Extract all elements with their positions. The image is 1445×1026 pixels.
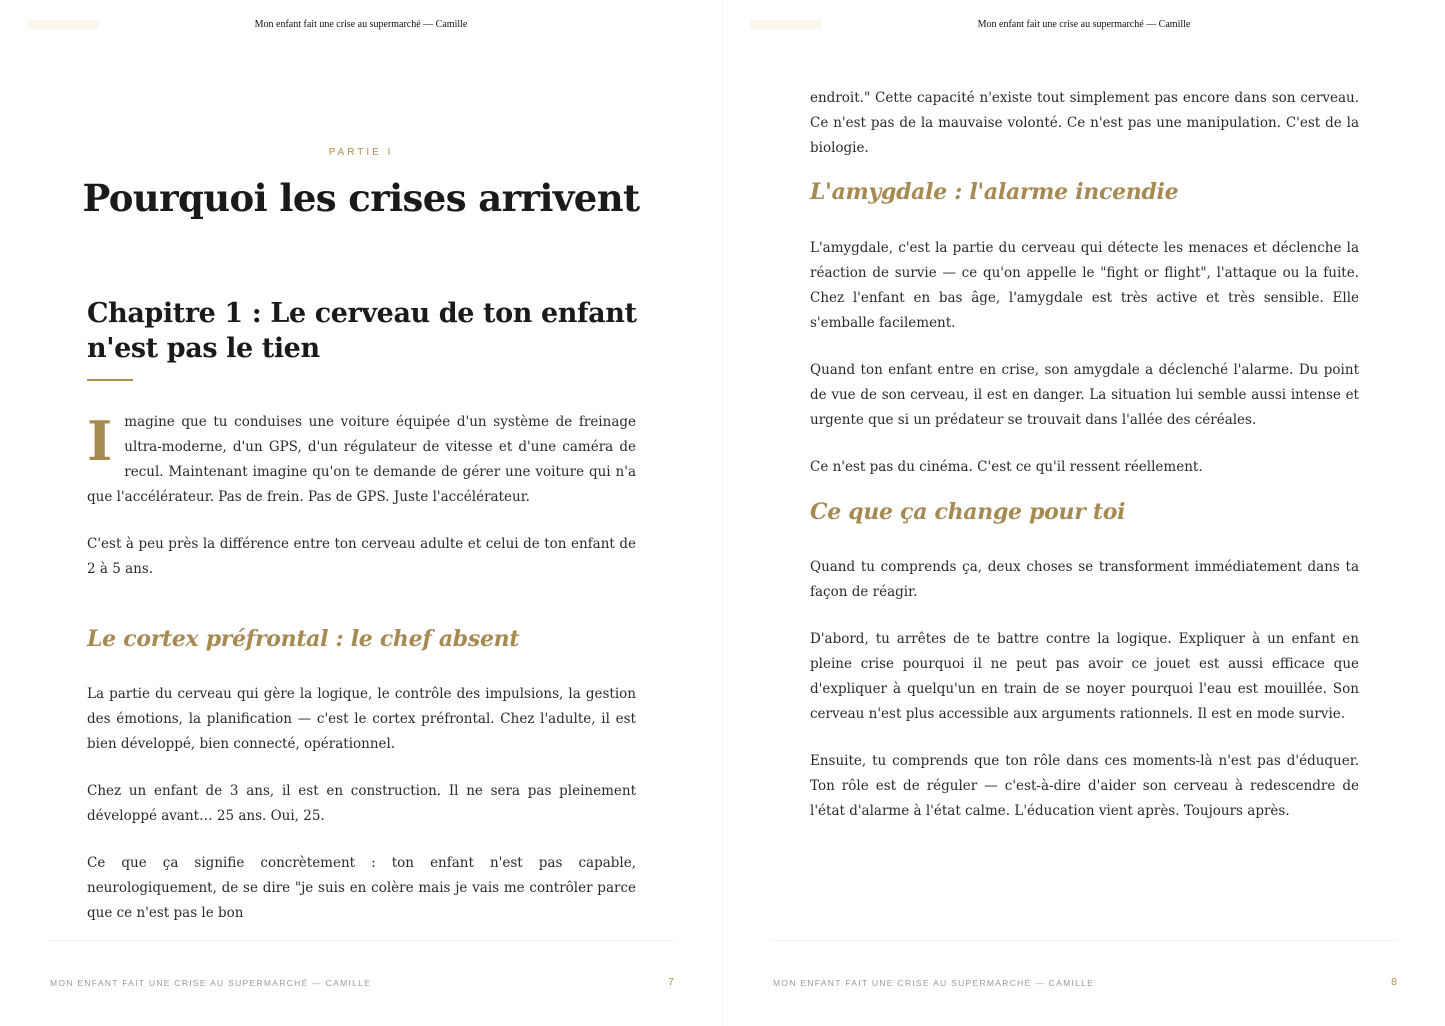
footer-title: MON ENFANT FAIT UNE CRISE AU SUPERMARCHÉ — CAMILLE: [773, 978, 1095, 988]
part-label: PARTIE I: [328, 147, 394, 158]
chapter-title: Chapitre 1 : Le cerveau de ton enfant n'est pas le tien: [87, 298, 637, 364]
paragraph: Ce que ça signifie concrètement : ton enfant n'est pas capable, neurologiquement, de se dire "je suis en colère mais je vais me contrôler parce que ce n'est pas le bon: [87, 855, 636, 921]
intro-text: [87, 410, 636, 604]
page-number: 8: [1391, 976, 1397, 988]
right-page: [723, 0, 1445, 1026]
intro-paragraph-text: magine que tu conduises une voiture équipée d'un système de freinage ultra-moderne, d'un GPS, d'un régulateur de vitesse et d'une caméra de recul. Maintenant imagine qu'on te demande de gérer une voiture qui n'a que l'accélérateur. Pas de frein. Pas de GPS. Juste l'accélérateur.: [87, 414, 636, 505]
section-heading: Le cortex préfrontal : le chef absent: [87, 626, 520, 652]
intro-paragraph: [87, 410, 636, 510]
page-number: 7: [668, 976, 674, 988]
footer-divider: [771, 940, 1397, 941]
section-text: [87, 682, 636, 948]
paragraph: endroit." Cette capacité n'existe tout simplement pas encore dans son cerveau. Ce n'est pas de la mauvaise volonté. Ce n'est pas une manipulation. C'est de la biologie.: [810, 90, 1359, 156]
paragraph: C'est à peu près la différence entre ton cerveau adulte et celui de ton enfant de 2 à 5 ans.: [87, 536, 636, 577]
left-page: [0, 0, 722, 1026]
footer-title: MON ENFANT FAIT UNE CRISE AU SUPERMARCHÉ — CAMILLE: [50, 978, 372, 988]
paragraph: Quand tu comprends ça, deux choses se transforment immédiatement dans ta façon de réagir.: [810, 559, 1359, 600]
continuation-text: [810, 86, 1359, 183]
paragraph: Ce n'est pas du cinéma. C'est ce qu'il ressent réellement.: [810, 459, 1203, 475]
drop-cap: I: [87, 409, 113, 473]
paragraph: La partie du cerveau qui gère la logique, le contrôle des impulsions, la gestion des émotions, la planification — c'est le cortex préfrontal. Chez l'adulte, il est bien développé, bien connecté, opérationnel.: [87, 686, 636, 752]
section-heading: L'amygdale : l'alarme incendie: [810, 179, 1179, 205]
section-text: [810, 555, 1359, 846]
running-head: Mon enfant fait une crise au supermarché — Camille: [254, 19, 468, 30]
paragraph: L'amygdale, c'est la partie du cerveau qui détecte les menaces et déclenche la réaction de survie — ce qu'on appelle le "fight or flight", l'attaque ou la fuite. Chez l'enfant en bas âge, l'amygdale est très active et très sensible. Elle s'emballe facilement.: [810, 240, 1359, 331]
paragraph: Ensuite, tu comprends que ton rôle dans ces moments-là n'est pas d'éduquer. Ton rôle est de réguler — c'est-à-dire d'aider son cerveau à redescendre de l'état d'alarme à l'état calme. L'éducation vient après. Toujours après.: [810, 753, 1359, 819]
paragraph: Chez un enfant de 3 ans, il est en construction. Il ne sera pas pleinement développé avant… 25 ans. Oui, 25.: [87, 783, 636, 824]
running-head: Mon enfant fait une crise au supermarché — Camille: [977, 19, 1191, 30]
section-text: [810, 236, 1359, 502]
section-heading: Ce que ça change pour toi: [810, 499, 1126, 525]
paragraph: Quand ton enfant entre en crise, son amygdale a déclenché l'alarme. Du point de vue de son cerveau, il est en danger. La situation lui semble aussi intense et urgente que si un prédateur se trouvait dans l'allée des céréales.: [810, 362, 1359, 428]
paragraph: D'abord, tu arrêtes de te battre contre la logique. Expliquer à un enfant en pleine crise pourquoi il ne peut pas avoir ce jouet est aussi efficace que d'expliquer à quelqu'un en train de se noyer pourquoi l'eau est mouillée. Son cerveau n'est plus accessible aux arguments rationnels. Il est en mode survie.: [810, 631, 1359, 722]
footer-divider: [48, 940, 674, 941]
chapter-divider: [87, 379, 133, 381]
part-title: Pourquoi les crises arrivent: [82, 176, 640, 220]
